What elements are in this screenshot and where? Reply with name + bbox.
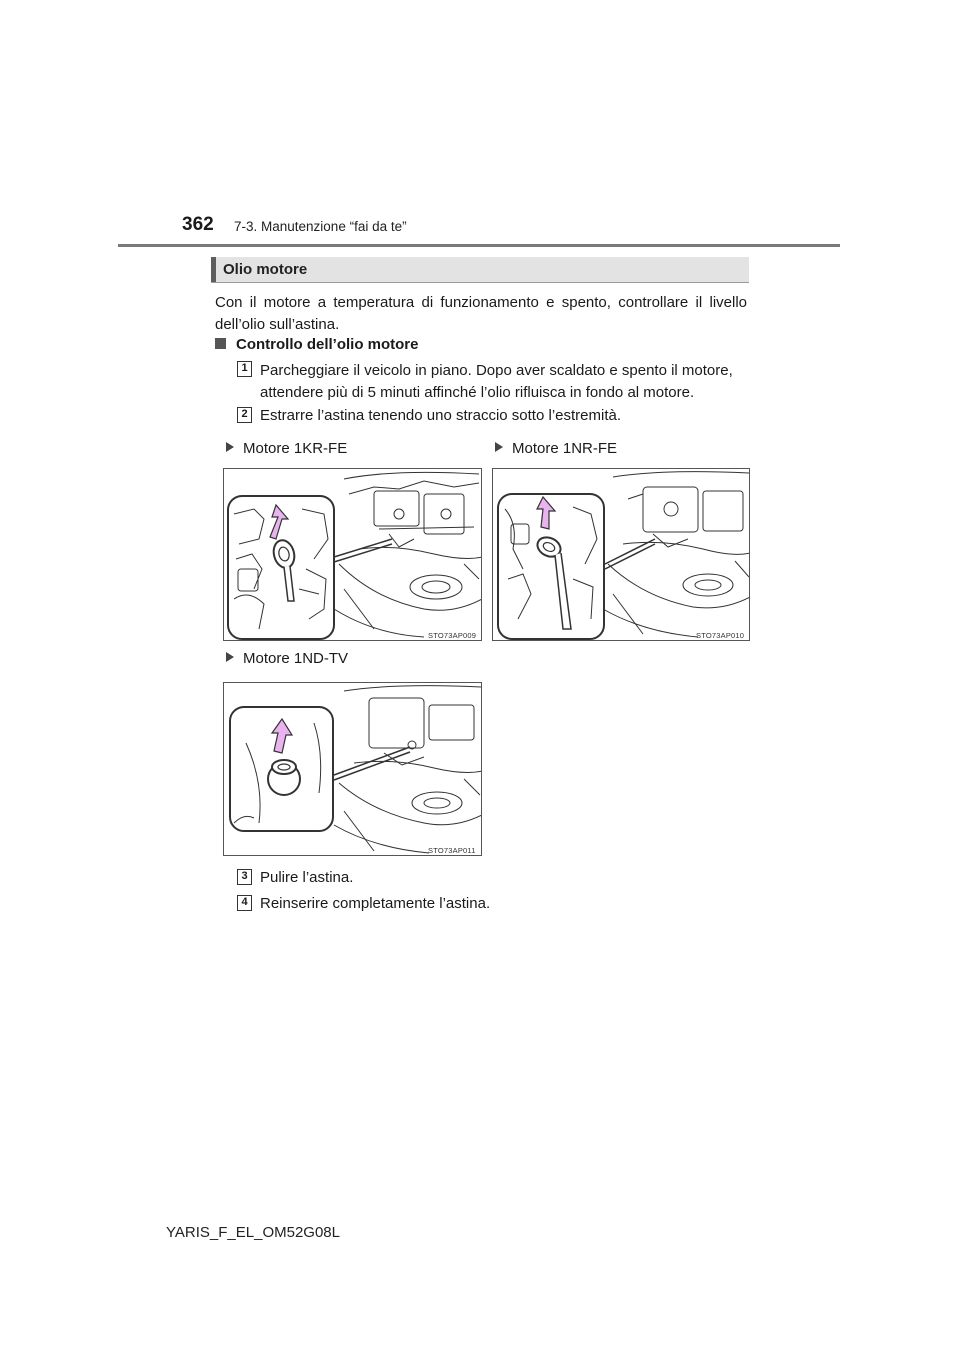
subheading-text: Controllo dell’olio motore [236,336,419,353]
figure-code-1nr: STO73AP010 [696,631,745,640]
triangle-bullet-icon [226,652,234,662]
figure-1nr-fe [492,468,750,641]
figure-code-1kr: STO73AP009 [428,631,477,640]
figure-1nd-tv [223,682,482,856]
step-3-badge: 3 [237,869,252,885]
step-2-text: Estrarre l’astina tenendo uno straccio sotto l’estremità. [260,407,622,424]
engine-illustration-1nr [493,469,750,641]
figure-1kr-fe [223,468,482,641]
figure-caption-1nr: Motore 1NR-FE [495,440,617,457]
section-title: 7-3. Manutenzione “fai da te” [234,219,407,234]
step-1-text: Parcheggiare il veicolo in piano. Dopo aver scaldato e spento il motore, attendere più di 5 minuti affinché l’olio rifluisca in fondo al motore. [260,362,733,401]
triangle-bullet-icon [226,442,234,452]
step-4-text: Reinserire completamente l’astina. [260,895,491,912]
topic-title: Olio motore [223,261,308,278]
step-3-text: Pulire l’astina. [260,869,354,886]
figure-caption-1nd: Motore 1ND-TV [226,650,348,667]
figure-caption-1kr: Motore 1KR-FE [226,440,347,457]
title-bar-accent [211,257,216,282]
engine-illustration-1nd [224,683,482,856]
intro-paragraph: Con il motore a temperatura di funzionamento e spento, controllare il livello dell’olio sull’astina. [215,294,747,333]
step-1-badge: 1 [237,361,252,377]
triangle-bullet-icon [495,442,503,452]
square-bullet-icon [215,338,226,349]
document-id: YARIS_F_EL_OM52G08L [166,1224,340,1241]
engine-illustration-1kr [224,469,482,641]
header-divider [118,244,840,247]
subheading [215,336,419,353]
page-number: 362 [182,214,214,235]
step-2-badge: 2 [237,407,252,423]
step-4-badge: 4 [237,895,252,911]
topic-title-bar [211,257,749,283]
figure-code-1nd: STO73AP011 [428,846,476,855]
